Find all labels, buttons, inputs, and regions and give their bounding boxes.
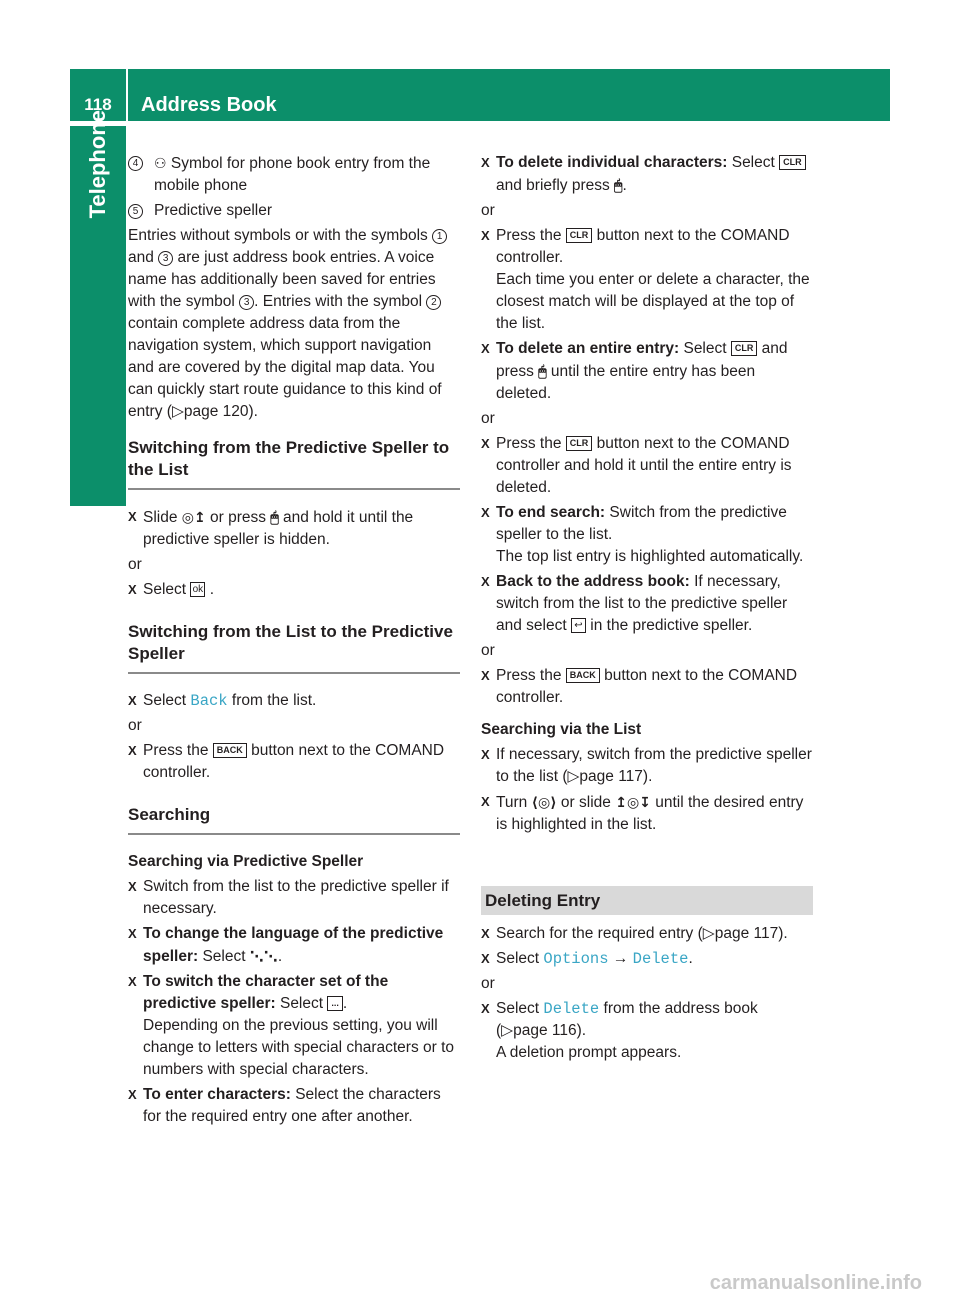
step: X To delete individual characters: Select CLR and briefly press 🖱.: [481, 152, 813, 197]
step-arrow-icon: X: [128, 1087, 137, 1102]
step-arrow-icon: X: [481, 747, 490, 762]
header-divider: [126, 69, 128, 121]
callout-5: 5: [128, 204, 143, 219]
controller-press-icon: 🖱: [614, 177, 623, 193]
step: X To enter characters: Select the characters for the required entry one after another.: [128, 1084, 460, 1128]
display-text-back: Back: [190, 692, 228, 710]
section-heading: Switching from the List to the Predictive Speller: [128, 621, 460, 674]
step: X Turn ⟨◎⟩ or slide ↥◎↧ until the desired entry is highlighted in the list.: [481, 791, 813, 836]
controller-slide-updown-icon: ↥◎↧: [615, 794, 651, 810]
step: X To change the language of the predictive speller: Select ⋱⋱.: [128, 923, 460, 968]
page-ref-arrow-icon: ▷: [171, 403, 184, 420]
step: X To end search: Switch from the predictive speller to the list. The top list entry is highlighted automatically.: [481, 502, 813, 568]
controller-turn-icon: ⟨◎⟩: [531, 794, 557, 810]
step-arrow-icon: X: [481, 505, 490, 520]
step: X Back to the address book: If necessary, switch from the list to the predictive speller and select ↩ in the predictive speller.: [481, 571, 813, 637]
page-ref-arrow-icon: ▷: [702, 925, 715, 942]
or-text: or: [128, 556, 142, 573]
step: X Switch from the list to the predictive speller if necessary.: [128, 876, 460, 920]
step-arrow-icon: X: [481, 436, 490, 451]
step-arrow-icon: X: [481, 926, 490, 941]
step: X Select ok .: [128, 579, 460, 601]
step-arrow-icon: X: [128, 509, 137, 524]
step-arrow-icon: X: [481, 341, 490, 356]
step-arrow-icon: X: [128, 743, 137, 758]
side-tab-label: Telephone: [85, 110, 110, 219]
page-reference[interactable]: page 120: [183, 403, 249, 420]
clr-key-icon: CLR: [731, 341, 758, 356]
step-arrow-icon: X: [128, 974, 137, 989]
step: X To delete an entire entry: Select CLR and press 🖱 until the entire entry has been deleted.: [481, 338, 813, 405]
clr-key-icon: CLR: [779, 155, 806, 170]
clr-key-icon: CLR: [566, 228, 593, 243]
step: X Press the CLR button next to the COMAND controller and hold it until the entire entry is deleted.: [481, 433, 813, 499]
legend-item-4: 4 ⚇ Symbol for phone book entry from the mobile phone: [128, 152, 460, 197]
page-reference[interactable]: page 116: [513, 1022, 577, 1039]
step: X If necessary, switch from the predictive speller to the list (▷page 117).: [481, 744, 813, 788]
step: X Search for the required entry (▷page 117).: [481, 923, 813, 945]
section-heading: Switching from the Predictive Speller to the List: [128, 437, 460, 490]
step-arrow-icon: X: [128, 582, 137, 597]
entries-paragraph: Entries without symbols or with the symbols 1 and 3 are just address book entries. A voice name has additionally been saved for entries with the symbol 3 . Entries with the symbol 2 contain complete address data from the navigation system, which support navigation and are covered by the digital map data. You can quickly start route guidance to this kind of entry (▷page 120).: [128, 225, 460, 423]
step-arrow-icon: X: [128, 693, 137, 708]
step: X Press the CLR button next to the COMAND controller. Each time you enter or delete a character, the closest match will be displayed at the top of the list.: [481, 225, 813, 335]
page-number: 118: [84, 95, 112, 114]
section-heading-gray: Deleting Entry: [481, 886, 813, 915]
step-arrow-icon: X: [481, 794, 490, 809]
step-arrow-icon: X: [481, 668, 490, 683]
subheading: Searching via the List: [481, 721, 642, 738]
display-text-delete: Delete: [632, 950, 689, 968]
step-arrow-icon: X: [481, 155, 490, 170]
ok-key-icon: ok: [190, 582, 205, 597]
phone-book-icon: ⚇: [154, 155, 167, 171]
display-text-options: Options: [543, 950, 609, 968]
page-title: Address Book: [141, 94, 277, 116]
step: X To switch the character set of the predictive speller: Select ... . Depending on the previous setting, you will change to letters with special characters or to numbers with special characters.: [128, 971, 460, 1081]
clr-key-icon: CLR: [566, 436, 593, 451]
back-key-icon: BACK: [213, 743, 247, 758]
left-column: [128, 152, 460, 1131]
step: X Select Back from the list.: [128, 692, 317, 710]
or-text: or: [128, 717, 142, 734]
step-arrow-icon: X: [481, 228, 490, 243]
callout-4: 4: [128, 156, 143, 171]
step-arrow-icon: X: [481, 951, 490, 966]
subheading: Searching via Predictive Speller: [128, 853, 364, 870]
step: X Press the BACK button next to the COMAND controller.: [481, 665, 813, 709]
step: X Select Delete from the address book (▷page 116). A deletion prompt appears.: [481, 998, 813, 1064]
back-key-icon: BACK: [566, 668, 600, 683]
back-arrow-icon: ↩: [571, 618, 586, 633]
display-text-delete: Delete: [543, 1000, 600, 1018]
step: X Press the BACK button next to the COMAND controller.: [128, 740, 460, 784]
or-text: or: [481, 975, 495, 992]
watermark: carmanualsonline.info: [709, 1272, 922, 1294]
step-arrow-icon: X: [128, 879, 137, 894]
controller-press-icon: 🖱: [538, 363, 547, 379]
or-text: or: [481, 642, 495, 659]
step-arrow-icon: X: [128, 926, 137, 941]
step-arrow-icon: X: [481, 1001, 490, 1016]
controller-slide-up-icon: ◎↥: [181, 509, 206, 525]
or-text: or: [481, 202, 495, 219]
legend-item-5: 5 Predictive speller: [128, 200, 460, 222]
controller-press-icon: 🖱: [270, 509, 279, 525]
right-column: [481, 152, 813, 1067]
page-ref-arrow-icon: ▷: [501, 1022, 514, 1039]
page-reference[interactable]: page 117: [714, 925, 779, 942]
section-heading: Searching: [128, 804, 460, 835]
page-reference[interactable]: page 117: [579, 768, 643, 785]
step: X Select Options → Delete.: [481, 950, 693, 968]
character-set-icon: ...: [327, 996, 343, 1011]
page-ref-arrow-icon: ▷: [567, 768, 580, 785]
language-icon: ⋱⋱: [249, 948, 278, 964]
step: X Slide ◎↥ or press 🖱 and hold it until the predictive speller is hidden.: [128, 506, 460, 551]
step-arrow-icon: X: [481, 574, 490, 589]
or-text: or: [481, 410, 495, 427]
